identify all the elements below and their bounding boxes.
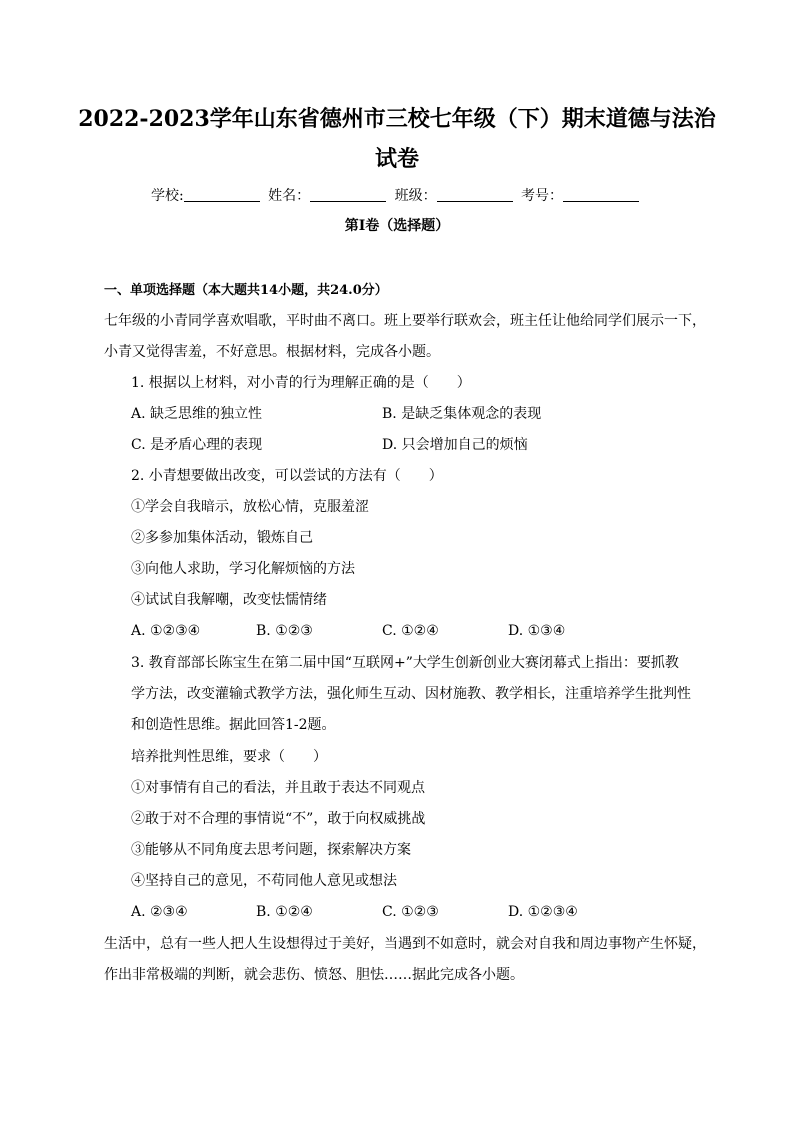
q2-item-3: ③向他人求助，学习化解烦恼的方法 [131, 561, 355, 577]
q2-item-2: ②多参加集体活动，锻炼自己 [131, 530, 313, 546]
q3-item-3: ③能够从不同角度去思考问题，探索解决方案 [131, 842, 411, 858]
name-label: 姓名： [268, 188, 311, 204]
student-info-row [0, 186, 794, 206]
q1-option-b: B. 是缺乏集体观念的表现 [382, 406, 542, 422]
number-label: 考号： [521, 188, 564, 204]
q2-stem: 2. 小青想要做出改变，可以尝试的方法有（ ） [131, 468, 443, 484]
q2-item-1: ①学会自我暗示，放松心情，克服羞涩 [131, 499, 369, 515]
material2-line1: 生活中，总有一些人把人生设想得过于美好，当遇到不如意时，就会对自我和周边事物产生怀疑， [104, 936, 706, 952]
q3-option-d: D. ①②③④ [508, 904, 578, 920]
material2-line2: 作出非常极端的判断，就会悲伤、愤怒、胆怯……据此完成各小题。 [104, 967, 524, 983]
q3-stem-line1: 3. 教育部部长陈宝生在第二届中国“互联网+”大学生创新创业大赛闭幕式上指出：要抓教 [131, 655, 679, 671]
school-blank [184, 187, 260, 202]
q2-item-4: ④试试自我解嘲，改变怯懦情绪 [131, 592, 327, 608]
q1-stem: 1. 根据以上材料，对小青的行为理解正确的是（ ） [131, 375, 471, 391]
section-header: 一、单项选择题（本大题共14小题，共24.0分） [104, 283, 388, 298]
q2-option-a: A. ①②③④ [131, 623, 201, 639]
material1-line2: 小青又觉得害羞，不好意思。根据材料，完成各小题。 [104, 344, 440, 360]
material1-line1: 七年级的小青同学喜欢唱歌，平时曲不离口。班上要举行联欢会，班主任让他给同学们展示一下， [104, 313, 706, 329]
q2-option-d: D. ①③④ [508, 623, 566, 639]
class-blank [437, 187, 513, 202]
q1-option-a: A. 缺乏思维的独立性 [131, 406, 263, 422]
volume-heading: 第I卷（选择题） [344, 218, 450, 234]
q3-option-a: A. ②③④ [131, 904, 188, 920]
q3-item-1: ①对事情有自己的看法，并且敢于表达不同观点 [131, 780, 425, 796]
school-label: 学校: [150, 188, 184, 204]
q3-item-4: ④坚持自己的意见，不苟同他人意见或想法 [131, 873, 397, 889]
class-label: 班级： [394, 188, 437, 204]
q3-option-c: C. ①②③ [382, 904, 439, 920]
exam-title-line1: 2022-2023学年山东省德州市三校七年级（下）期末道德与法治 [78, 106, 716, 132]
q3-stem-line2: 学方法，改变灌输式教学方法，强化师生互动、因材施教、教学相长，注重培养学生批判性 [131, 686, 691, 702]
q2-option-b: B. ①②③ [256, 623, 313, 639]
q3-stem-line3: 和创造性思维。据此回答1-2题。 [131, 717, 336, 733]
q3-item-2: ②敢于对不合理的事情说“不”，敢于向权威挑战 [131, 811, 426, 827]
name-blank [310, 187, 386, 202]
q2-option-c: C. ①②④ [382, 623, 439, 639]
q3-option-b: B. ①②④ [256, 904, 313, 920]
q1-option-c: C. 是矛盾心理的表现 [131, 437, 263, 453]
exam-title-line2: 试卷 [374, 146, 419, 172]
q1-option-d: D. 只会增加自己的烦恼 [382, 437, 528, 453]
q3-sub-question: 培养批判性思维，要求（ ） [131, 749, 327, 765]
number-blank [563, 187, 639, 202]
